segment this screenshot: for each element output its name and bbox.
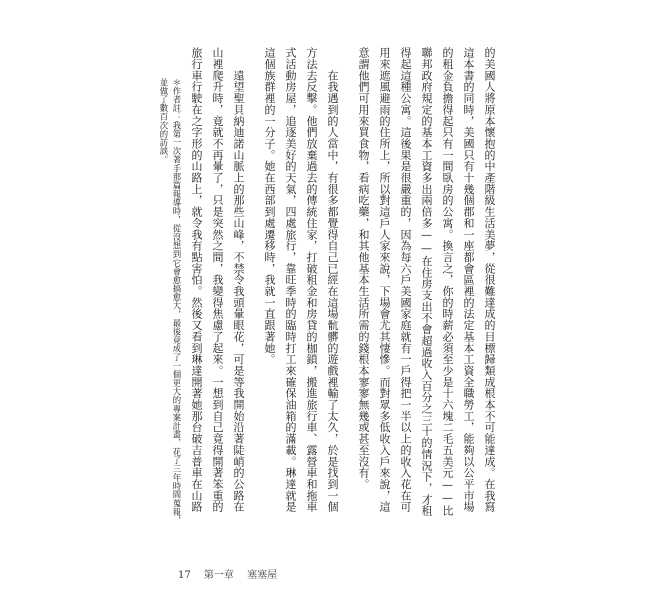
footnote-marker: ＊ xyxy=(172,78,182,87)
text-column: 方法去反擊。他們放棄過去的傳統住家，打破租金和房貸的枷鎖，搬進旅行車、露營車和拖車 xyxy=(305,47,318,513)
text-column: 山裡爬升時，竟就不再暈了，只是突然之間，我變得焦慮了起來。一想到自己竟得開著笨重的 xyxy=(211,47,224,513)
text-column: 遠望聖貝納迪諾山脈上的那些山峰，不禁令我頭暈眼花，可是等我開始沿著陡峭的公路在 xyxy=(232,47,245,513)
text-column: 得起這種公寓。這後果是很嚴重的，因為每六戶美國家庭就有一戶得把一半以上的收入花在可 xyxy=(399,47,412,513)
text-column: 意謂他們可用來買食物，看病吃藥，和其他基本生活所需的錢根本寥寥無幾或甚至沒有。 xyxy=(357,47,370,490)
footnote-text: 作者註：我第一次著手那篇報導時，從沒想到它會愈搞愈大，最後竟成了一個更大的專案計畫，花了三年時間蒐報， xyxy=(172,86,182,525)
chapter-title: 塞塞屋 xyxy=(247,570,278,581)
body-text xyxy=(170,47,500,555)
text-column: 用來遮風避雨的住所上，所以對這戶人家來說，下場會尤其悽慘。而對眾多低收入戶來說，這 xyxy=(378,47,391,513)
text-column: 在我遇到的人當中，有很多都覺得自己已經在這場骯髒的遊戲裡輸了太久，於是找到一個 xyxy=(326,47,339,513)
text-column: 旅行車行駛在之字形的山路上，就令我有點害怕。然後又看到琳達開著她那台破吉普車在山路 xyxy=(190,47,203,513)
footnote-line-1 xyxy=(170,78,183,558)
footnote xyxy=(155,78,183,558)
text-column: 的租金負擔得起只有一間臥房的公寓。換言之，你的時薪必須至少是十六塊二毛五美元——比 xyxy=(441,47,454,517)
text-column: 的美國人將原本懷抱的中產階級生活美夢，從很難達成的目標歸類成根本不可能達成。在我寫 xyxy=(483,47,496,513)
paragraph-gap xyxy=(343,47,353,547)
text-column: 式活動房屋，追逐美好的天氣，四處旅行，靠旺季時的臨時打工來確保油箱的滿載。琳達就是 xyxy=(284,47,297,513)
chapter-label: 第一章 xyxy=(203,570,234,581)
text-column: 這本書的同時，美國只有十幾個郡和一座都會區裡的法定基本工資全職勞工，能夠以公平市場 xyxy=(462,47,475,513)
page-number: 17 xyxy=(178,570,191,581)
text-column: 聯邦政府規定的基本工資多出兩倍多——在住房支出不會超過收入百分之三十的情況下，才租 xyxy=(420,47,433,517)
paragraph-gap xyxy=(249,47,259,547)
page-footer xyxy=(178,566,287,581)
footnote-line-2: 並做了數百次的訪談。 xyxy=(159,78,169,164)
text-column: 這個族群裡的一分子。她在西部到處遷移時，我就一直跟著她。 xyxy=(263,47,276,365)
